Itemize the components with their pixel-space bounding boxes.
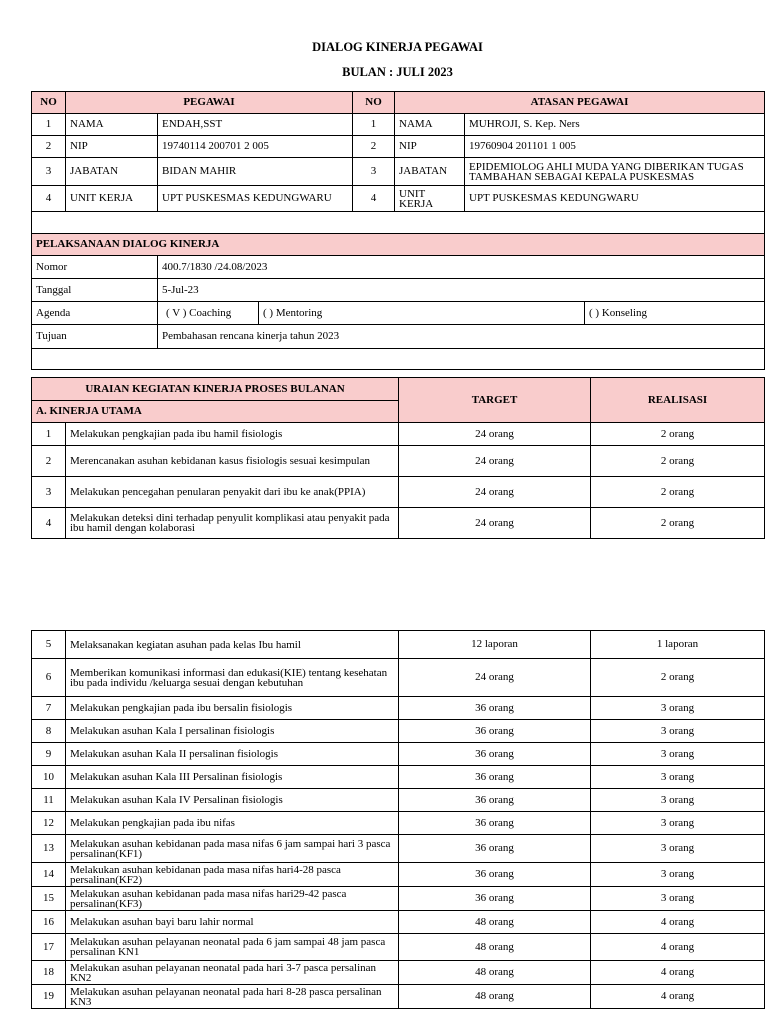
row-desc: Melakukan asuhan kebidanan pada masa nifas 6 jam sampai hari 3 pasca persalinan(KF1)	[66, 835, 399, 863]
row-no2: 4	[353, 186, 395, 212]
row-target: 12 laporan	[399, 631, 591, 659]
row-realisasi: 3 orang	[591, 863, 765, 887]
table-row	[32, 659, 765, 697]
row-no: 5	[32, 631, 66, 659]
row-value: 19740114 200701 2 005	[158, 136, 353, 158]
row-label: NIP	[66, 136, 158, 158]
row-desc: Merencanakan asuhan kebidanan kasus fisiologis sesuai kesimpulan	[66, 446, 399, 477]
header-target: TARGET	[399, 378, 591, 423]
row-target: 48 orang	[399, 985, 591, 1009]
nomor-row	[32, 256, 765, 279]
table-row	[32, 423, 765, 446]
header-no: NO	[32, 92, 66, 114]
row-target: 36 orang	[399, 766, 591, 789]
header-realisasi: REALISASI	[591, 378, 765, 423]
row-realisasi: 2 orang	[591, 423, 765, 446]
kinerja-table-continued	[31, 630, 765, 1009]
row-realisasi: 3 orang	[591, 697, 765, 720]
row-desc: Melakukan asuhan Kala I persalinan fisiologis	[66, 720, 399, 743]
row-realisasi: 3 orang	[591, 812, 765, 835]
row-desc: Melakukan asuhan bayi baru lahir normal	[66, 911, 399, 934]
table-row	[32, 631, 765, 659]
table-row	[32, 446, 765, 477]
row-no: 2	[32, 446, 66, 477]
row-target: 48 orang	[399, 911, 591, 934]
spacer	[32, 349, 765, 370]
row-no2: 3	[353, 158, 395, 186]
row-desc: Melaksanakan kegiatan asuhan pada kelas Ibu hamil	[66, 631, 399, 659]
row-no: 19	[32, 985, 66, 1009]
agenda-label: Agenda	[32, 302, 158, 325]
table-row	[32, 766, 765, 789]
table-row	[32, 789, 765, 812]
row-label: JABATAN	[66, 158, 158, 186]
nomor-value: 400.7/1830 /24.08/2023	[158, 256, 765, 279]
row-no2: 2	[353, 136, 395, 158]
row-target: 36 orang	[399, 697, 591, 720]
row-label: UNIT KERJA	[66, 186, 158, 212]
row-realisasi: 2 orang	[591, 659, 765, 697]
table-row	[32, 835, 765, 863]
row-desc: Melakukan asuhan Kala II persalinan fisiologis	[66, 743, 399, 766]
nomor-label: Nomor	[32, 256, 158, 279]
row-target: 48 orang	[399, 961, 591, 985]
tujuan-label: Tujuan	[32, 325, 158, 349]
employee-table-header	[32, 92, 765, 114]
row-value2: EPIDEMIOLOG AHLI MUDA YANG DIBERIKAN TUGAS TAMBAHAN SEBAGAI KEPALA PUSKESMAS	[465, 158, 765, 186]
row-realisasi: 2 orang	[591, 477, 765, 508]
row-desc: Memberikan komunikasi informasi dan edukasi(KIE) tentang kesehatan ibu pada individu /keluarga sesuai dengan kebutuhan	[66, 659, 399, 697]
row-target: 24 orang	[399, 477, 591, 508]
agenda-mentoring: ( ) Mentoring	[259, 302, 585, 324]
row-realisasi: 3 orang	[591, 743, 765, 766]
tujuan-row	[32, 325, 765, 349]
document-title: DIALOG KINERJA PEGAWAI	[312, 40, 483, 54]
row-realisasi: 3 orang	[591, 720, 765, 743]
table-row	[32, 158, 765, 186]
row-label: NAMA	[66, 114, 158, 136]
kinerja-table	[31, 377, 765, 539]
employee-table	[31, 91, 765, 370]
header-uraian: URAIAN KEGIATAN KINERJA PROSES BULANAN	[32, 378, 399, 401]
row-no: 1	[32, 114, 66, 136]
row-no: 10	[32, 766, 66, 789]
row-value2: UPT PUSKESMAS KEDUNGWARU	[465, 186, 765, 212]
row-label2: JABATAN	[395, 158, 465, 186]
row-desc: Melakukan asuhan pelayanan neonatal pada hari 3-7 pasca persalinan KN2	[66, 961, 399, 985]
row-target: 24 orang	[399, 659, 591, 697]
row-desc: Melakukan asuhan Kala III Persalinan fisiologis	[66, 766, 399, 789]
blank-row	[32, 212, 765, 234]
tanggal-value: 5-Jul-23	[158, 279, 765, 302]
row-no: 4	[32, 186, 66, 212]
row-realisasi: 1 laporan	[591, 631, 765, 659]
row-value: ENDAH,SST	[158, 114, 353, 136]
table-row	[32, 812, 765, 835]
row-desc: Melakukan asuhan kebidanan pada masa nifas hari29-42 pasca persalinan(KF3)	[66, 887, 399, 911]
row-desc: Melakukan pengkajian pada ibu hamil fisiologis	[66, 423, 399, 446]
tujuan-value: Pembahasan rencana kinerja tahun 2023	[158, 325, 765, 349]
row-no: 14	[32, 863, 66, 887]
header-no2: NO	[353, 92, 395, 114]
agenda-coaching: ( V ) Coaching	[158, 302, 259, 324]
row-no: 16	[32, 911, 66, 934]
row-target: 36 orang	[399, 835, 591, 863]
row-target: 36 orang	[399, 887, 591, 911]
row-no: 18	[32, 961, 66, 985]
blank-row	[32, 349, 765, 370]
tanggal-row	[32, 279, 765, 302]
row-realisasi: 3 orang	[591, 835, 765, 863]
document-subtitle: BULAN : JULI 2023	[342, 65, 453, 79]
row-target: 24 orang	[399, 446, 591, 477]
row-no: 17	[32, 934, 66, 961]
row-realisasi: 4 orang	[591, 934, 765, 961]
row-desc: Melakukan pencegahan penularan penyakit dari ibu ke anak(PPIA)	[66, 477, 399, 508]
row-no: 7	[32, 697, 66, 720]
table-row	[32, 863, 765, 887]
row-desc: Melakukan asuhan Kala IV Persalinan fisiologis	[66, 789, 399, 812]
row-value: BIDAN MAHIR	[158, 158, 353, 186]
table-row	[32, 720, 765, 743]
row-no: 6	[32, 659, 66, 697]
table-row	[32, 477, 765, 508]
row-realisasi: 4 orang	[591, 911, 765, 934]
pelaksanaan-header-row	[32, 234, 765, 256]
row-label2: NIP	[395, 136, 465, 158]
row-desc: Melakukan asuhan pelayanan neonatal pada 6 jam sampai 48 jam pasca persalinan KN1	[66, 934, 399, 961]
row-target: 36 orang	[399, 720, 591, 743]
table-row	[32, 985, 765, 1009]
row-no: 3	[32, 158, 66, 186]
row-desc: Melakukan asuhan kebidanan pada masa nifas hari4-28 pasca persalinan(KF2)	[66, 863, 399, 887]
row-no: 11	[32, 789, 66, 812]
row-desc: Melakukan pengkajian pada ibu nifas	[66, 812, 399, 835]
row-no: 2	[32, 136, 66, 158]
table-row	[32, 697, 765, 720]
row-realisasi: 3 orang	[591, 887, 765, 911]
table-row	[32, 934, 765, 961]
section-a-title: A. KINERJA UTAMA	[32, 401, 399, 423]
row-desc: Melakukan asuhan pelayanan neonatal pada hari 8-28 pasca persalinan KN3	[66, 985, 399, 1009]
row-target: 36 orang	[399, 812, 591, 835]
table-row	[32, 743, 765, 766]
row-target: 24 orang	[399, 508, 591, 539]
row-label2: NAMA	[395, 114, 465, 136]
table-row	[32, 186, 765, 212]
row-no: 4	[32, 508, 66, 539]
table-row	[32, 887, 765, 911]
row-realisasi: 4 orang	[591, 985, 765, 1009]
row-target: 36 orang	[399, 789, 591, 812]
agenda-row	[32, 302, 765, 325]
header-atasan: ATASAN PEGAWAI	[395, 92, 765, 114]
header-pegawai: PEGAWAI	[66, 92, 353, 114]
row-no: 13	[32, 835, 66, 863]
table-row	[32, 136, 765, 158]
row-target: 24 orang	[399, 423, 591, 446]
row-target: 36 orang	[399, 743, 591, 766]
row-no: 9	[32, 743, 66, 766]
spacer	[32, 212, 765, 234]
row-no: 1	[32, 423, 66, 446]
agenda-konseling: ( ) Konseling	[589, 306, 648, 319]
tanggal-label: Tanggal	[32, 279, 158, 302]
row-realisasi: 4 orang	[591, 961, 765, 985]
row-value2: 19760904 201101 1 005	[465, 136, 765, 158]
row-realisasi: 2 orang	[591, 508, 765, 539]
row-target: 36 orang	[399, 863, 591, 887]
row-no: 15	[32, 887, 66, 911]
kinerja-header-row	[32, 378, 765, 401]
row-value2: MUHROJI, S. Kep. Ners	[465, 114, 765, 136]
row-no: 8	[32, 720, 66, 743]
row-desc: Melakukan deteksi dini terhadap penyulit komplikasi atau penyakit pada ibu hamil dengan kolaborasi	[66, 508, 399, 539]
row-no: 12	[32, 812, 66, 835]
agenda-options	[158, 302, 765, 325]
row-no: 3	[32, 477, 66, 508]
row-value: UPT PUSKESMAS KEDUNGWARU	[158, 186, 353, 212]
row-realisasi: 2 orang	[591, 446, 765, 477]
row-target: 48 orang	[399, 934, 591, 961]
table-row	[32, 508, 765, 539]
table-row	[32, 961, 765, 985]
row-realisasi: 3 orang	[591, 789, 765, 812]
table-row	[32, 911, 765, 934]
pelaksanaan-header: PELAKSANAAN DIALOG KINERJA	[32, 234, 765, 256]
table-row	[32, 114, 765, 136]
row-realisasi: 3 orang	[591, 766, 765, 789]
row-label2: UNIT KERJA	[395, 186, 465, 212]
row-desc: Melakukan pengkajian pada ibu bersalin fisiologis	[66, 697, 399, 720]
row-no2: 1	[353, 114, 395, 136]
